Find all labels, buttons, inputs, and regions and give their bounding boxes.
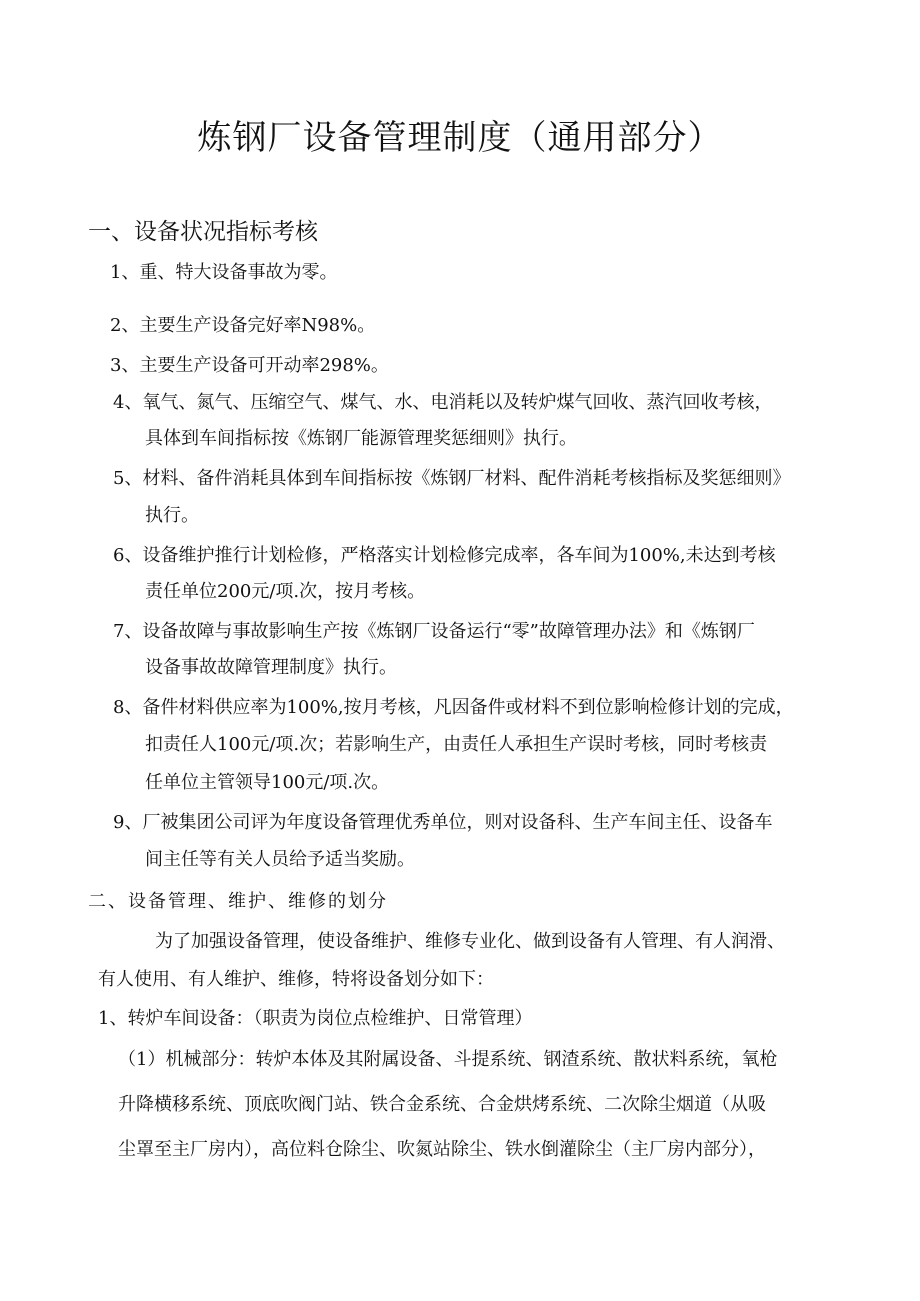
mechanical-line-2: 升降横移系统、顶底吹阀门站、铁合金系统、合金烘烤系统、二次除尘烟道（从吸 bbox=[118, 1094, 766, 1115]
section-2-intro-line-2: 有人使用、有人维护、维修，特将设备划分如下： bbox=[98, 969, 494, 990]
item-8-line-2: 扣责任人100元/项.次；若影响生产，由责任人承担生产误时考核，同时考核责 bbox=[145, 734, 768, 755]
mechanical-line-3: 尘罩至主厂房内），高位料仓除尘、吹氮站除尘、铁水倒灌除尘（主厂房内部分）， bbox=[118, 1139, 766, 1160]
section-1-heading: 一、设备状况指标考核 bbox=[88, 219, 318, 245]
item-3-line-1: 3、主要生产设备可开动率298%。 bbox=[110, 355, 389, 376]
item-9-line-1: 9、厂被集团公司评为年度设备管理优秀单位，则对设备科、生产车间主任、设备车 bbox=[113, 812, 773, 833]
item-6-line-2: 责任单位200元/项.次，按月考核。 bbox=[145, 581, 426, 602]
item-8-line-3: 任单位主管领导100元/项.次。 bbox=[145, 772, 390, 793]
section-2-intro-line-1: 为了加强设备管理，使设备维护、维修专业化、做到设备有人管理、有人润滑、 bbox=[155, 931, 785, 952]
item-9-line-2: 间主任等有关人员给予适当奖励。 bbox=[145, 849, 415, 870]
item-7-line-1: 7、设备故障与事故影响生产按《炼钢厂设备运行“零”故障管理办法》和《炼钢厂 bbox=[113, 621, 755, 642]
item-8-line-1: 8、备件材料供应率为100%,按月考核，凡因备件或材料不到位影响检修计划的完成， bbox=[113, 697, 794, 718]
item-5-line-2: 执行。 bbox=[145, 505, 199, 526]
subsection-1-heading: 1、转炉车间设备：（职责为岗位点检维护、日常管理） bbox=[98, 1008, 533, 1029]
item-7-line-2: 设备事故故障管理制度》执行。 bbox=[145, 657, 397, 678]
item-2-line-1: 2、主要生产设备完好率N98%。 bbox=[110, 315, 376, 336]
item-1-line-1: 1、重、特大设备事故为零。 bbox=[110, 262, 338, 283]
section-2-heading: 二、设备管理、维护、维修的划分 bbox=[88, 891, 388, 912]
item-4-line-2: 具体到车间指标按《炼钢厂能源管理奖惩细则》执行。 bbox=[145, 428, 577, 449]
item-4-line-1: 4、氧气、氮气、压缩空气、煤气、水、电消耗以及转炉煤气回收、蒸汽回收考核， bbox=[113, 392, 773, 413]
item-5-line-1: 5、材料、备件消耗具体到车间指标按《炼钢厂材料、配件消耗考核指标及奖惩细则》 bbox=[113, 468, 791, 489]
document-title: 炼钢厂设备管理制度（通用部分） bbox=[197, 118, 723, 158]
item-6-line-1: 6、设备维护推行计划检修，严格落实计划检修完成率，各车间为100%,未达到考核 bbox=[113, 545, 776, 566]
mechanical-line-1: （1）机械部分：转炉本体及其附属设备、斗提系统、钢渣系统、散状料系统，氧枪 bbox=[118, 1049, 778, 1070]
